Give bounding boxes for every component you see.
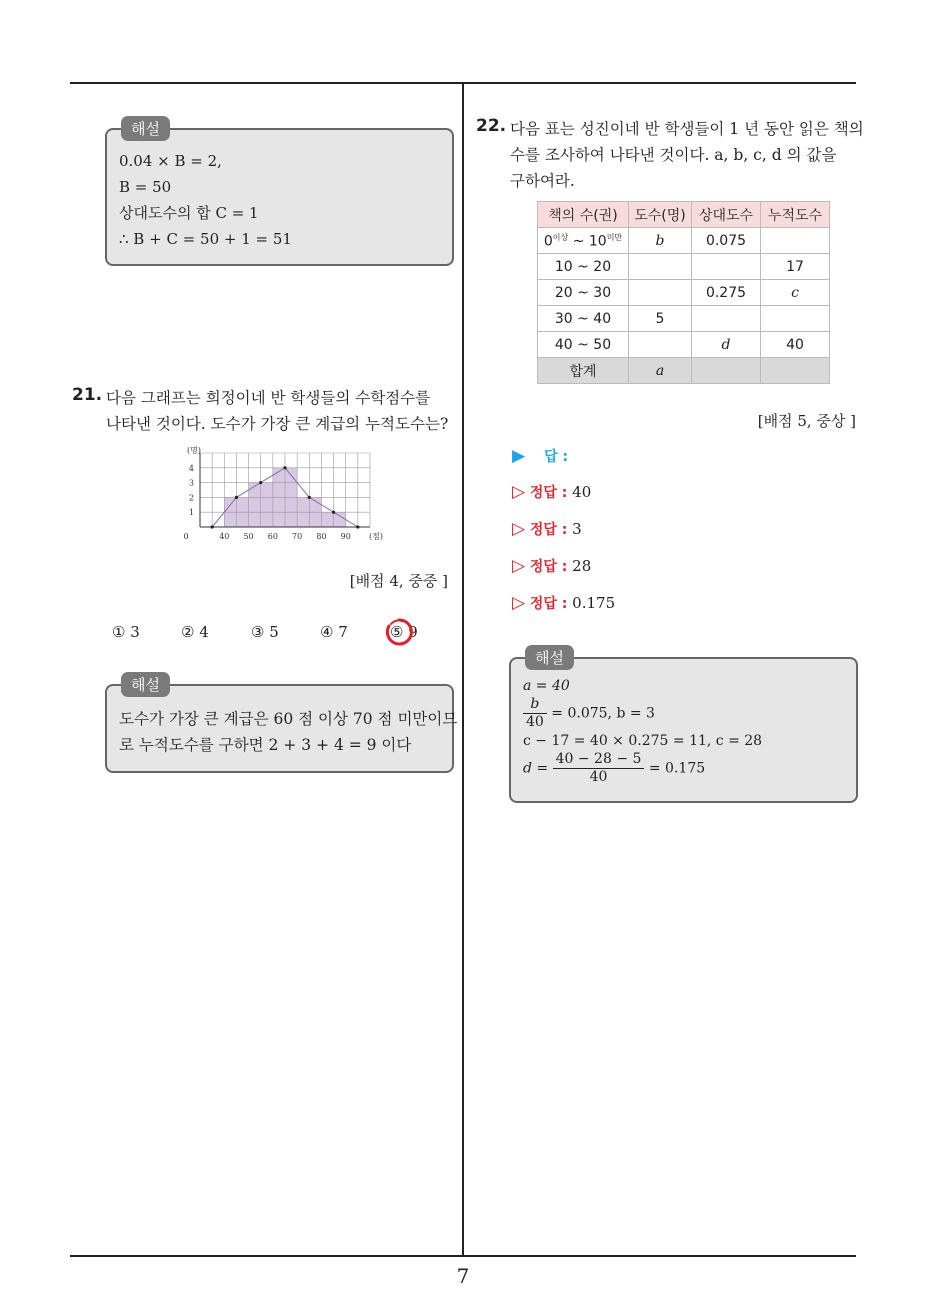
cum-cell: 17 xyxy=(761,254,830,280)
solution-text: = 0.175 xyxy=(648,760,706,777)
y-axis-label: (명) xyxy=(187,446,201,455)
y-tick-label: 4 xyxy=(188,463,194,473)
choice-mark: ② xyxy=(181,623,195,641)
polygon-point xyxy=(259,481,262,484)
range-cell: 20 ~ 30 xyxy=(538,280,629,306)
page-number: 7 xyxy=(456,1264,470,1288)
answer-row xyxy=(512,556,591,576)
range-cell: 10 ~ 20 xyxy=(538,254,629,280)
question-number: 22. xyxy=(476,116,507,136)
question-number: 21. xyxy=(72,385,103,405)
freq-cell: b xyxy=(629,228,692,254)
freq-cell xyxy=(629,254,692,280)
choice-value: 7 xyxy=(338,623,348,641)
fraction xyxy=(523,696,547,731)
x-axis-label: (점) xyxy=(369,532,383,541)
score-q22: [배점 5, 중상 ] xyxy=(757,412,856,430)
answer-row xyxy=(512,593,615,613)
origin-label: 0 xyxy=(183,532,189,541)
question-22 xyxy=(476,116,506,136)
freq-cell: 5 xyxy=(629,306,692,332)
choice-1[interactable] xyxy=(112,623,140,641)
table-header: 도수(명) xyxy=(629,202,692,228)
cum-cell: c xyxy=(761,280,830,306)
table-row xyxy=(538,280,830,306)
range-lo: 0 xyxy=(543,233,553,250)
fraction-denominator: 40 xyxy=(589,769,608,785)
answer-label: 정답 : xyxy=(529,485,568,501)
freq-cell xyxy=(629,280,692,306)
question-21 xyxy=(72,385,102,405)
range-hi-sup: 미만 xyxy=(606,232,623,242)
fraction xyxy=(553,751,645,786)
x-tick-label: 80 xyxy=(316,532,327,541)
solution-line: ∴ B + C = 50 + 1 = 51 xyxy=(119,230,292,248)
x-tick-label: 50 xyxy=(243,532,254,541)
solution-tag: 해설 xyxy=(121,116,170,141)
cum-cell xyxy=(761,306,830,332)
answer-heading-label: 답 : xyxy=(544,449,569,465)
question-text-line: 다음 그래프는 희정이네 반 학생들의 수학점수를 xyxy=(106,389,431,407)
bottom-rule xyxy=(70,1255,856,1257)
choice-mark: ⑤ xyxy=(390,623,404,641)
answer-label: 정답 : xyxy=(529,596,568,612)
solution-box-q21 xyxy=(105,676,458,773)
rel-cell xyxy=(692,306,761,332)
sum-label: 합계 xyxy=(538,358,629,384)
range-cell: 40 ~ 50 xyxy=(538,332,629,358)
table-row xyxy=(538,228,830,254)
solution-box-q20 xyxy=(105,120,454,266)
table-header: 책의 수(권) xyxy=(538,202,629,228)
rel-cell: d xyxy=(692,332,761,358)
polygon-point xyxy=(332,511,335,514)
choice-3[interactable] xyxy=(251,623,279,641)
fraction-denominator: 40 xyxy=(526,714,544,730)
y-tick-label: 2 xyxy=(188,493,194,503)
choice-mark: ③ xyxy=(251,623,265,641)
rel-cell: 0.075 xyxy=(692,228,761,254)
solution-text: d = xyxy=(523,760,549,777)
rel-cell xyxy=(692,254,761,280)
choice-2[interactable] xyxy=(181,623,209,641)
question-21-text xyxy=(106,385,448,437)
triangle-icon: ▷ xyxy=(512,556,526,576)
solution-line xyxy=(523,696,762,731)
solution-line xyxy=(523,751,762,786)
table-sum-row xyxy=(538,358,830,384)
x-tick-label: 40 xyxy=(219,532,230,541)
table-row xyxy=(538,254,830,280)
answer-value: 3 xyxy=(572,520,582,538)
table-header-row xyxy=(538,202,830,228)
polygon-point xyxy=(211,525,214,528)
sum-freq: a xyxy=(629,358,692,384)
score-q21: [배점 4, 중중 ] xyxy=(349,572,448,590)
polygon-point xyxy=(283,466,286,469)
play-icon: ▶ xyxy=(512,446,526,466)
rel-cell: 0.275 xyxy=(692,280,761,306)
range-sep: ~ xyxy=(572,233,585,250)
solution-line: 0.04 × B = 2, xyxy=(119,152,222,170)
frequency-table xyxy=(537,201,830,384)
sum-cum xyxy=(761,358,830,384)
answer-row xyxy=(512,482,591,502)
table-header: 누적도수 xyxy=(761,202,830,228)
selected-answer-circle-icon xyxy=(384,617,414,647)
triangle-icon: ▷ xyxy=(512,519,526,539)
table-header: 상대도수 xyxy=(692,202,761,228)
polygon-point xyxy=(356,525,359,528)
answer-value: 28 xyxy=(572,557,592,575)
triangle-icon: ▷ xyxy=(512,593,526,613)
fraction-numerator: b xyxy=(523,696,547,714)
range-cell: 30 ~ 40 xyxy=(538,306,629,332)
triangle-icon: ▷ xyxy=(512,482,526,502)
question-text-line: 나타낸 것이다. 도수가 가장 큰 계급의 누적도수는? xyxy=(106,415,449,433)
choice-value: 4 xyxy=(199,623,209,641)
solution-tag: 해설 xyxy=(525,645,574,670)
solution-line: a = 40 xyxy=(523,678,570,694)
question-text-line: 다음 표는 성진이네 반 학생들이 1 년 동안 읽은 책의 xyxy=(510,120,864,138)
answer-heading xyxy=(512,446,568,466)
x-tick-label: 90 xyxy=(340,532,351,541)
y-tick-label: 1 xyxy=(188,508,194,518)
solution-line: B = 50 xyxy=(119,178,172,196)
freq-cell xyxy=(629,332,692,358)
answer-row xyxy=(512,519,582,539)
solution-line: c − 17 = 40 × 0.275 = 11, c = 28 xyxy=(523,733,763,749)
x-tick-label: 70 xyxy=(292,532,303,541)
column-divider xyxy=(462,84,464,1256)
solution-line: 로 누적도수를 구하면 2 + 3 + 4 = 9 이다 xyxy=(119,736,412,754)
cum-cell xyxy=(761,228,830,254)
range-lo-sup: 이상 xyxy=(552,232,569,242)
choice-value: 3 xyxy=(130,623,140,641)
choice-mark: ④ xyxy=(320,623,334,641)
solution-line: 상대도수의 합 C = 1 xyxy=(119,204,259,222)
answer-value: 40 xyxy=(572,483,592,501)
solution-text: = 0.075, b = 3 xyxy=(551,705,655,722)
table-row xyxy=(538,332,830,358)
sum-rel xyxy=(692,358,761,384)
answer-label: 정답 : xyxy=(529,522,568,538)
choice-value: 9 xyxy=(408,623,418,641)
choice-value: 5 xyxy=(269,623,279,641)
solution-tag: 해설 xyxy=(121,672,170,697)
x-tick-label: 60 xyxy=(267,532,278,541)
polygon-point xyxy=(308,496,311,499)
table-row xyxy=(538,306,830,332)
answer-label: 정답 : xyxy=(529,559,568,575)
y-tick-label: 3 xyxy=(188,478,194,488)
solution-box-q22 xyxy=(509,649,858,803)
choice-4[interactable] xyxy=(320,623,348,641)
fraction-numerator: 40 − 28 − 5 xyxy=(553,751,645,769)
solution-line: 도수가 가장 큰 계급은 60 점 이상 70 점 미만이므 xyxy=(119,710,458,728)
range-cell xyxy=(538,228,629,254)
question-22-text xyxy=(510,116,864,194)
histogram-chart xyxy=(180,445,390,550)
choice-mark: ① xyxy=(112,623,126,641)
polygon-point xyxy=(235,496,238,499)
range-hi: 10 xyxy=(588,233,607,250)
answer-value: 0.175 xyxy=(572,594,616,612)
question-text-line: 구하여라. xyxy=(510,172,575,190)
cum-cell: 40 xyxy=(761,332,830,358)
question-text-line: 수를 조사하여 나타낸 것이다. a, b, c, d 의 값을 xyxy=(510,146,837,164)
